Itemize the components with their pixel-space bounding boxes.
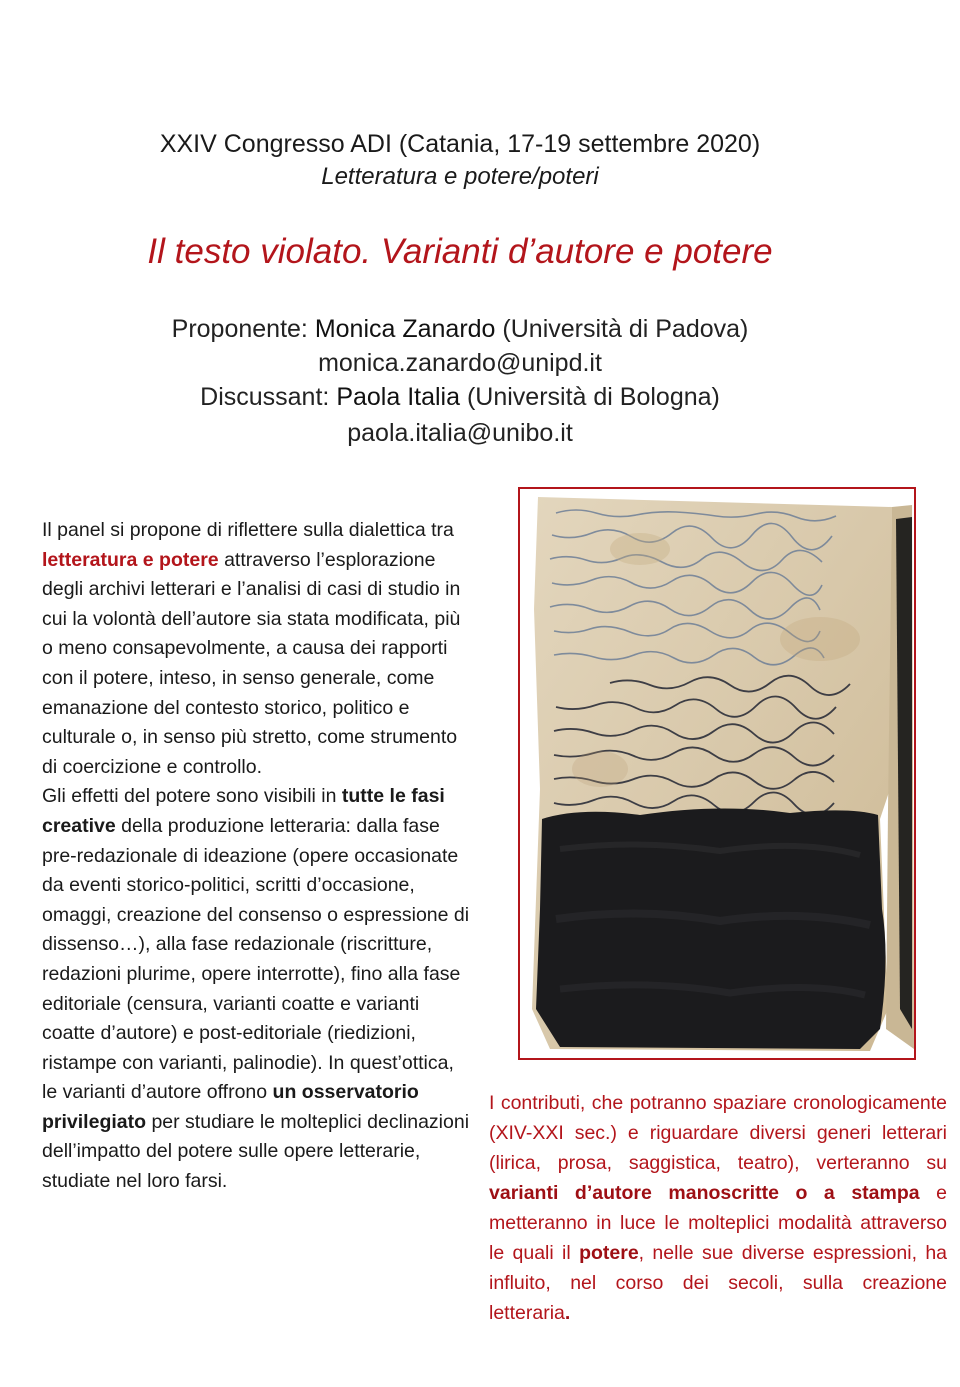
discussant-line (0, 380, 940, 414)
discussant-name: Paola Italia (336, 383, 461, 411)
discussant-affiliation: (Università di Bologna) (460, 383, 720, 411)
conference-title: XXIV Congresso ADI (Catania, 17-19 settembre 2020) (159, 130, 761, 158)
text-span: Gli effetti del potere sono visibili in (42, 785, 342, 808)
conference-theme: Letteratura e potere/poteri (321, 163, 599, 190)
text-span: Il panel si propone di riflettere sulla dialettica tra (42, 519, 454, 541)
highlight-potere: potere (579, 1242, 639, 1264)
text-span: della produzione letteraria: dalla fase pre-redazionale di ideazione (opere occasionate da eventi storico-politici, scritti d’occasione, omaggi, creazione del consenso o espressione di dissenso…), alla fase redazionale (riscritture, redazioni plurime, opere interrotte), fino alla fase editoriale (censura, varianti coatte e varianti coatte d’autore) e post-editoriale (riedizioni, ristampe con varianti, palinodie). In quest’ottica, le varianti d’autore offrono (42, 814, 470, 1104)
text-span: , nelle sue diverse espressioni, ha influito, nel corso dei secoli, sulla creazione letteraria (489, 1242, 948, 1324)
highlight-osservatorio: un osservatorio privilegiato (42, 1081, 419, 1133)
censored-letter-image (520, 489, 914, 1058)
contributions-text (489, 1088, 947, 1328)
proponent-affiliation: (Università di Padova) (495, 315, 749, 343)
proponent-line (0, 312, 940, 346)
proponent-label: Proponente: (171, 315, 315, 343)
text-span: attraverso l’esplorazione degli archivi letterari e l’analisi di casi di studio in cui la volontà dell’autore sia stata modificata, più o meno consapevolmente, a causa dei rapporti con il potere, inteso, in senso generale, come emanazione del contesto storico, politico e culturale o, in senso più stretto, come strumento di coercizione e controllo. (42, 548, 461, 778)
censored-letter-photo (518, 487, 916, 1060)
text-span: e metteranno in luce le molteplici modalità attraverso le quali il (489, 1182, 948, 1264)
panel-description (42, 516, 472, 1197)
proponent-email[interactable]: monica.zanardo@unipd.it (318, 349, 602, 377)
panel-title: Il testo violato. Varianti d’autore e potere (147, 232, 773, 271)
proponent-name: Monica Zanardo (314, 315, 496, 343)
contributions-paragraph (489, 1088, 947, 1328)
description-paragraph-2 (42, 782, 472, 1196)
discussant-email[interactable]: paola.italia@unibo.it (347, 419, 573, 447)
highlight-letteratura-potere: letteratura e potere (42, 548, 219, 571)
text-span: per studiare le molteplici declinazioni dell’impatto del potere sulle opere letterarie, studiate nel loro farsi. (42, 1110, 470, 1193)
description-paragraph-1 (42, 516, 472, 782)
final-period: . (564, 1302, 571, 1324)
discussant-label: Discussant: (200, 383, 337, 411)
text-span: I contributi, che potranno spaziare cronologicamente (XIV-XXI sec.) e riguardare diversi generi letterari (lirica, prosa, saggistica, teatro), verteranno su (489, 1092, 947, 1174)
highlight-fasi-creative: tutte le fasi creative (42, 785, 445, 837)
highlight-varianti-autore: varianti d’autore manoscritte o a stampa (489, 1182, 920, 1204)
